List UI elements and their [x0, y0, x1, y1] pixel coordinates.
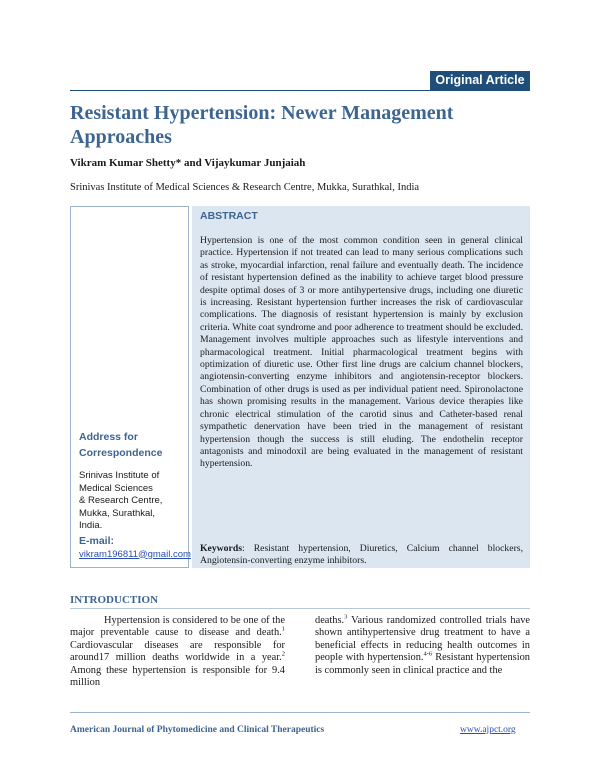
affiliation: Srinivas Institute of Medical Sciences & Research Centre, Mukka, Surathkal, India — [70, 182, 420, 193]
keywords-text: : Resistant hypertension, Diuretics, Calcium channel blockers, Angiotensin-converting enzyme inhibitors. — [200, 543, 523, 567]
intro-text: Resistant hypertension is commonly seen in clinical practice and the — [315, 652, 530, 676]
section-heading-introduction: INTRODUCTION — [70, 594, 159, 606]
intro-text: Various randomized controlled trials have shown antihypertensive drug treatment to have a beneficial effects in reducing health outcomes in people with hypertension. — [315, 615, 530, 664]
citation: 2 — [281, 650, 285, 658]
correspondence-heading: Address for Correspondence — [79, 431, 163, 459]
email-label: E-mail: — [79, 535, 115, 547]
intro-column-right — [315, 615, 530, 677]
intro-text: Cardiovascular diseases are responsible for around17 million deaths worldwide in a year. — [70, 639, 285, 664]
abstract-box — [192, 206, 530, 568]
address-line: Medical Sciences — [79, 482, 153, 494]
abstract-heading: ABSTRACT — [200, 210, 258, 222]
intro-text: deaths. — [315, 615, 345, 626]
correspondence-box — [70, 206, 189, 568]
keywords-label: Keywords — [200, 543, 242, 554]
address-line: India. — [79, 520, 103, 531]
journal-name: American Journal of Phytomedicine and Clinical Therapeutics — [70, 725, 325, 735]
abstract-text: Hypertension is one of the most common condition seen in general clinical practice. Hypertension if not treated can lead to many serious complications such as stroke, myocardial infarction, renal failure and eventually death. The incidence of resistant hypertension defined as the inability to achieve target blood pressure despite optimal doses of 3 or more antihypertensive drugs, including one diuretic is increasing. Resistant hypertension further increases the risk of cardiovascular complications. The diagnosis of resistant hypertension is mainly by exclusion criteria. White coat syndrome and poor adherence to treatment should be excluded. Management involves multiple approaches such as lifestyle interventions and pharmacological treatment. Initial pharmacological treatment begins with optimization of diuretic use. Other first line drugs are calcium channel blockers, angiotensin-converting enzyme inhibitors and angiotensin-receptor blockers. Combination of other drugs is used as per individual patient need. Spironolactone has shown promising results in the management. Various device therapies like chronic electrical stimulation of the carotid sinus and Catheter-based renal sympathetic denervation have been tried in the management of resistant hypertension though the success is still eluding. The endothelin receptor antagonists and minodoxil are being evaluated in the management of resistant hypertension. — [200, 235, 523, 470]
address-line: Mukka, Surathkal, — [79, 507, 156, 519]
header-rule — [70, 90, 530, 91]
citation: 3 — [344, 613, 348, 621]
journal-website-link[interactable]: www.ajpct.org — [460, 725, 516, 735]
address-line: Srinivas Institute of — [79, 470, 160, 481]
intro-text: Hypertension is considered to be one of the major preventable cause to disease and death. — [70, 615, 285, 639]
article-type-badge: Original Article — [430, 71, 530, 90]
citation: 1 — [281, 625, 285, 633]
address-line: & Research Centre, — [79, 495, 163, 506]
citation: 4-6 — [423, 650, 433, 658]
keywords — [200, 543, 523, 568]
section-rule — [70, 608, 530, 609]
footer-rule — [70, 712, 530, 713]
article-title: Resistant Hypertension: Newer Management Approaches — [70, 102, 454, 148]
intro-column-left — [70, 615, 285, 689]
intro-text: Among these hypertension is responsible for 9.4 million — [70, 664, 285, 689]
correspondence-address — [79, 470, 185, 533]
email-row — [79, 535, 189, 561]
authors: Vikram Kumar Shetty* and Vijaykumar Junjaiah — [70, 157, 306, 169]
email-link[interactable]: vikram196811@gmail.com — [79, 548, 191, 560]
